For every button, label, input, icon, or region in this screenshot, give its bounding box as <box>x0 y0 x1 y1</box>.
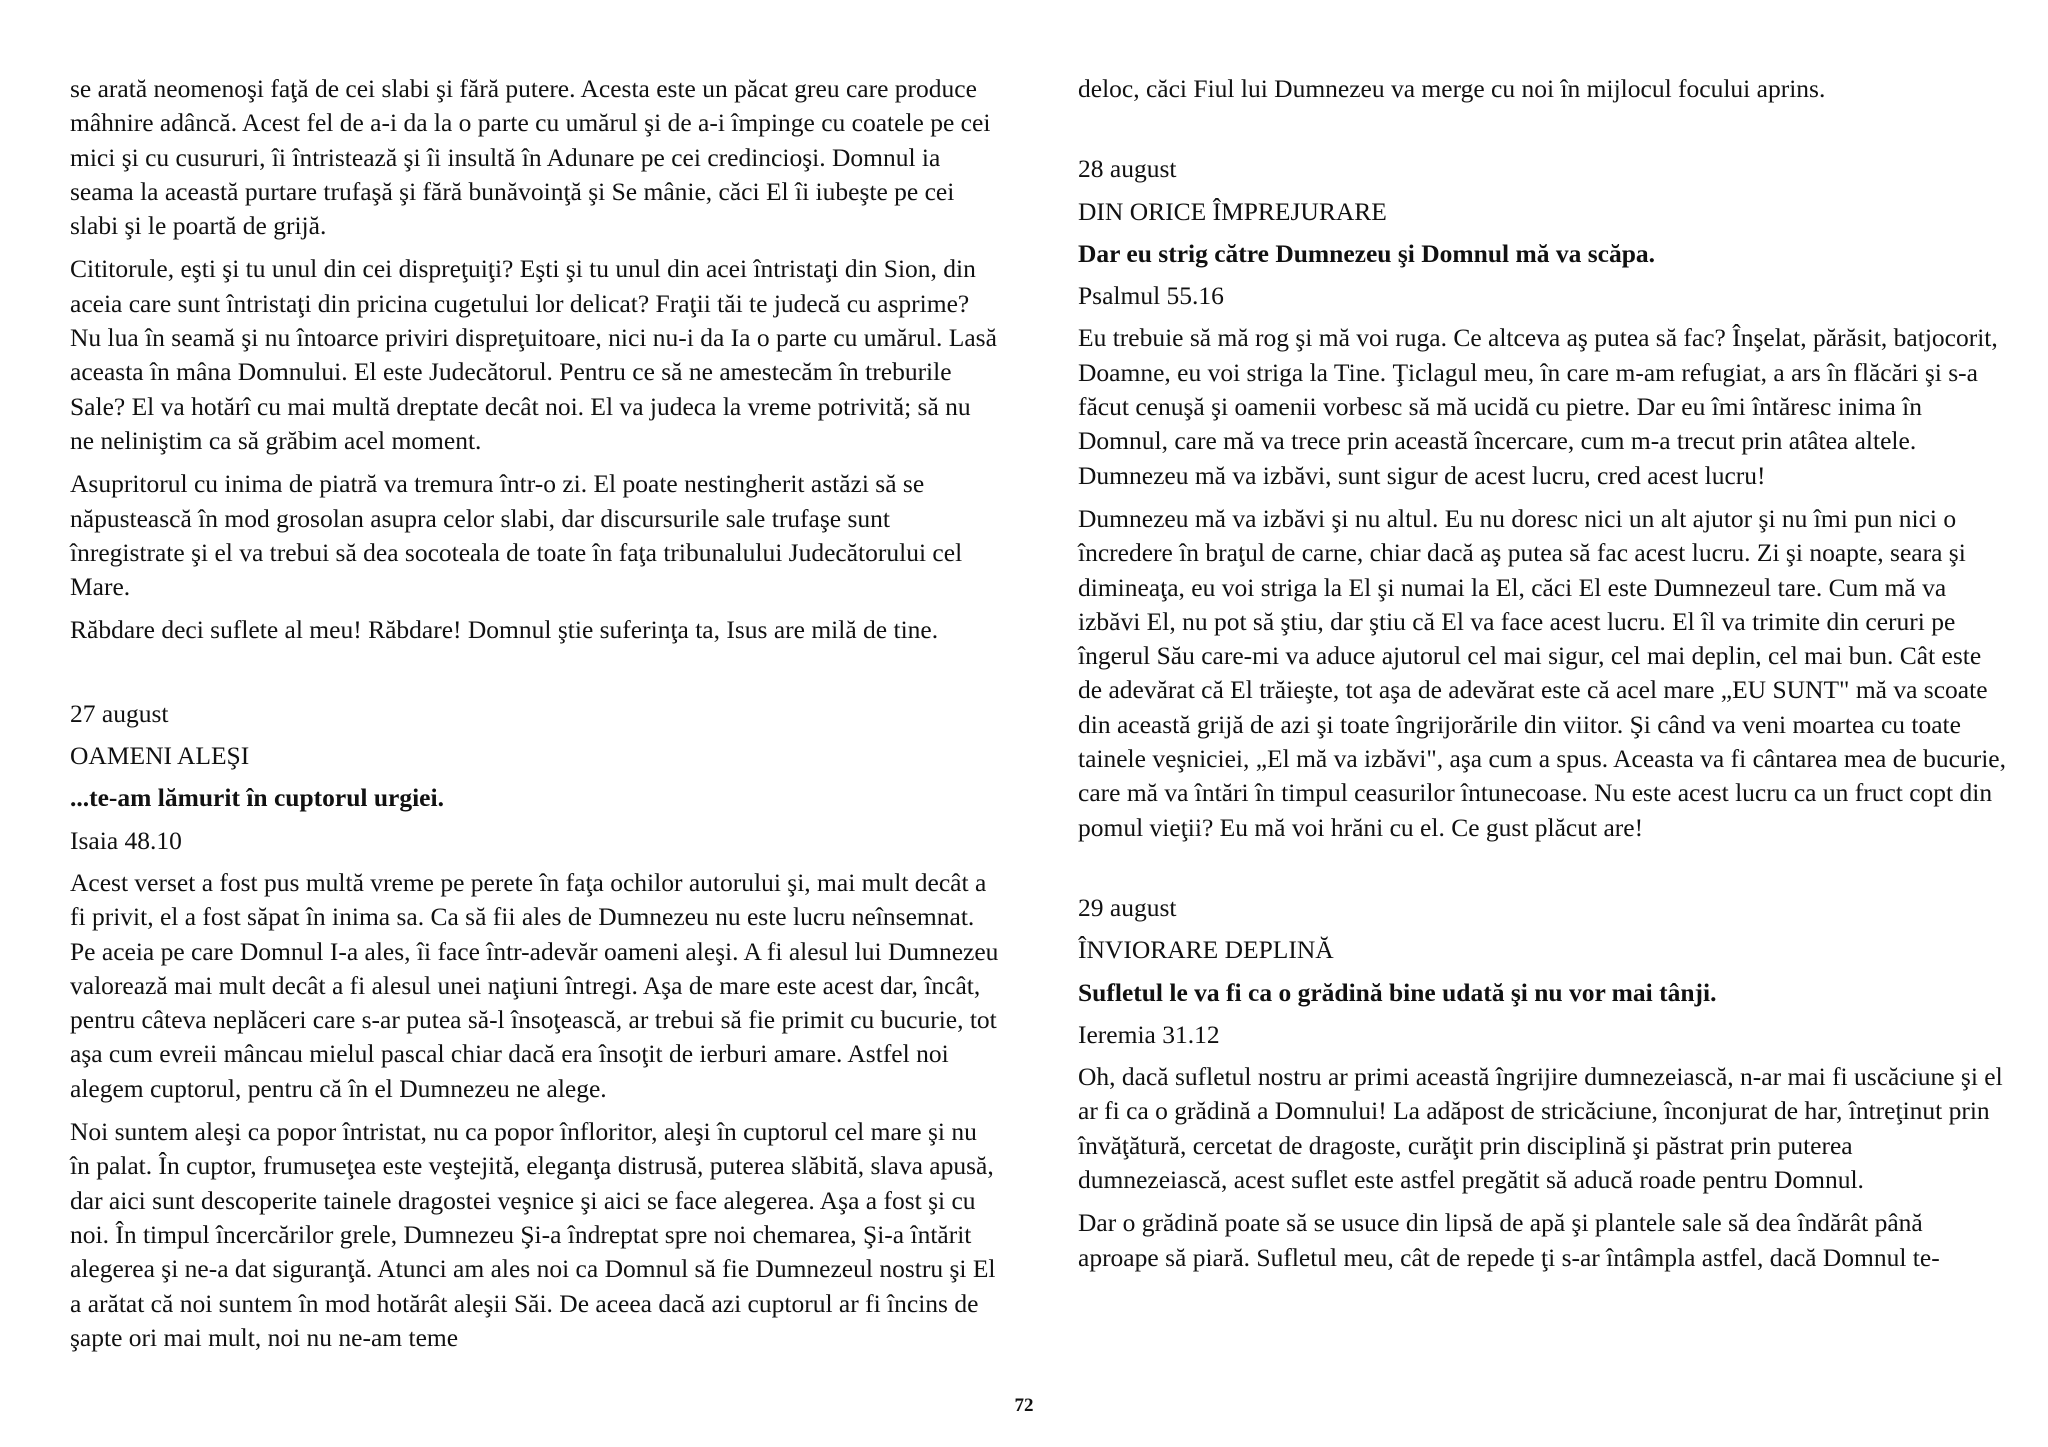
page-number: 72 <box>1014 1395 1034 1416</box>
entry-verse: Sufletul le va fi ca o grădină bine udată şi nu vor mai tânji. <box>1078 977 1717 1007</box>
entry-date: 27 august <box>70 698 169 728</box>
devotional-entry-28-august <box>1078 152 2008 845</box>
paragraph: deloc, căci Fiul lui Dumnezeu va merge cu noi în mijlocul focului aprins. <box>1078 74 1826 103</box>
entry-title: DIN ORICE ÎMPREJURARE <box>1078 196 1387 226</box>
devotional-entry-29-august <box>1078 891 2008 1275</box>
entry-spacer <box>1078 854 2008 891</box>
paragraph: Noi suntem aleşi ca popor întristat, nu ca popor înfloritor, aleşi în cuptorul cel mare şi nu în palat. În cuptor, frumuseţea este veştejită, eleganţa distrusă, puterea slăbită, slava apusă, dar aici sunt descoperite tainele dragostei veşnice şi aici se face alegerea. Aşa a fost şi cu noi. În timpul încercărilor grele, Dumnezeu Şi-a îndreptat spre noi chemarea, Şi-a întărit alegerea şi ne-a dat siguranţă. Atunci am ales noi ca Domnul să fie Dumnezeul nostru şi El a arătat că noi suntem în mod hotărât aleşii Săi. De aceea dacă azi cuptorul ar fi încins de şapte ori mai mult, noi nu ne-am teme <box>70 1117 996 1352</box>
paragraph: Asupritorul cu inima de piatră va tremura într-o zi. El poate nestingherit astăzi să se năpustească în mod grosolan asupra celor slabi, dar discursurile sale trufaşe sunt înregistrate şi el va trebui să dea socoteala de toate în faţa tribunalului Judecătorului cel Mare. <box>70 469 963 602</box>
paragraph: Eu trebuie să mă rog şi mă voi ruga. Ce altceva aş putea să fac? Înşelat, părăsit, batjocorit, Doamne, eu voi striga la Tine. Ţiclagul meu, în care m-am refugiat, a ars în flăcări şi s-a făcut cenuşă şi oamenii vorbesc să mă ucidă cu pietre. Dar eu îmi întăresc inima în Domnul, care mă va trece prin această încercare, cum m-a trecut prin atâtea altele. Dumnezeu mă va izbăvi, sunt sigur de acest lucru, cred acest lucru! <box>1078 323 1998 490</box>
paragraph: Dar o grădină poate să se usuce din lipsă de apă şi plantele sale să dea îndărât până aproape să piară. Sufletul meu, cât de repede ţi s-ar întâmpla astfel, dacă Domnul te- <box>1078 1208 1940 1272</box>
entry-reference: Isaia 48.10 <box>70 825 182 855</box>
paragraph: Acest verset a fost pus multă vreme pe perete în faţa ochilor autorului şi, mai mult decât a fi privit, el a fost săpat în inima sa. Ca să fii ales de Dumnezeu nu este lucru neînsemnat. Pe aceia pe care Domnul I-a ales, îi face într-adevăr oameni aleşi. A fi alesul lui Dumnezeu valorează mai mult decât a fi alesul unei naţiuni întregi. Aşa de mare este acest dar, încât, pentru câteva neplăceri care s-ar putea să-l însoţească, ar trebui să fie primit cu bucurie, tot aşa cum evreii mâncau mielul pascal chiar dacă era însoţit de ierburi amare. Astfel noi alegem cuptorul, pentru că în el Dumnezeu ne alege. <box>70 867 999 1103</box>
entry-spacer <box>70 657 1000 697</box>
entry-verse: Dar eu strig către Dumnezeu şi Domnul mă va scăpa. <box>1078 238 1656 268</box>
entry-reference: Psalmul 55.16 <box>1078 281 1224 311</box>
entry-verse: ...te-am lămurit în cuptorul urgiei. <box>70 783 444 813</box>
devotional-entry-27-august <box>70 697 1000 1355</box>
paragraph: Oh, dacă sufletul nostru ar primi această îngrijire dumnezeiască, n-ar mai fi uscăciune şi el ar fi ca o grădină a Domnului! La adăpost de stricăciune, înconjurat de har, întreţinut prin învăţătură, cercetat de dragoste, curăţit prin disciplină şi păstrat prin puterea dumnezeiască, acest suflet este astfel pregătit să aducă roade pentru Domnul. <box>1078 1062 2003 1195</box>
entry-spacer <box>1078 115 2008 152</box>
entry-date: 28 august <box>1078 154 1177 184</box>
right-column <box>1078 72 2008 1284</box>
entry-title: ÎNVIORARE DEPLINĂ <box>1078 935 1334 965</box>
paragraph: se arată neomenoşi faţă de cei slabi şi fără putere. Acesta este un păcat greu care produce mâhnire adâncă. Acest fel de a-i da la o parte cu umărul şi de a-i împinge cu coatele pe cei mici şi cu cusururi, îi întristează şi îi insultă în Adunare pe cei credincioşi. Domnul ia seama la această purtare trufaşă şi fără bunăvoinţă şi Se mânie, căci El îi iubeşte pe cei slabi şi le poartă de grijă. <box>70 74 991 241</box>
entry-title: OAMENI ALEŞI <box>70 741 250 771</box>
paragraph: Dumnezeu mă va izbăvi şi nu altul. Eu nu doresc nici un alt ajutor şi nu îmi pun nici o încredere în braţul de carne, chiar dacă aş putea să fac acest lucru. Zi şi noapte, seara şi dimineaţa, eu voi striga la El şi numai la El, căci El este Dumnezeul tare. Cum mă va izbăvi El, nu pot să ştiu, dar ştiu că El va face acest lucru. El îl va trimite din ceruri pe îngerul Său care-mi va aduce ajutorul cel mai sigur, cel mai deplin, cel mai bun. Cât este de adevărat că El trăieşte, tot aşa de adevărat este că acel mare „EU SUNT" mă va scoate din această grijă de azi şi toate îngrijorările din viitor. Şi când va veni moartea cu toate tainele veşniciei, „El mă va izbăvi", aşa cum a spus. Aceasta va fi cântarea mea de bucurie, care mă va întări în timpul ceasurilor întunecoase. Nu este acest lucru ca un fruct copt din pomul vieţii? Eu mă voi hrăni cu el. Ce gust plăcut are! <box>1078 503 2006 842</box>
paragraph: Cititorule, eşti şi tu unul din cei dispreţuiţi? Eşti şi tu unul din acei întristaţi din Sion, din aceia care sunt întristaţi din pricina cugetului lor delicat? Fraţii tăi te judecă cu asprime? Nu lua în seamă şi nu întoarce priviri dispreţuitoare, nici nu-i da Ia o parte cu umărul. Lasă aceasta în mâna Domnului. El este Judecătorul. Pentru ce să ne amestecăm în treburile Sale? El va hotărî cu mai multă dreptate decât noi. El va judeca la vreme potrivită; să nu ne neliniştim ca să grăbim acel moment. <box>70 254 997 455</box>
left-column <box>70 72 1000 1364</box>
entry-date: 29 august <box>1078 892 1177 922</box>
paragraph: Răbdare deci suflete al meu! Răbdare! Domnul ştie suferinţa ta, Isus are milă de tine. <box>70 615 939 645</box>
entry-reference: Ieremia 31.12 <box>1078 1019 1220 1049</box>
